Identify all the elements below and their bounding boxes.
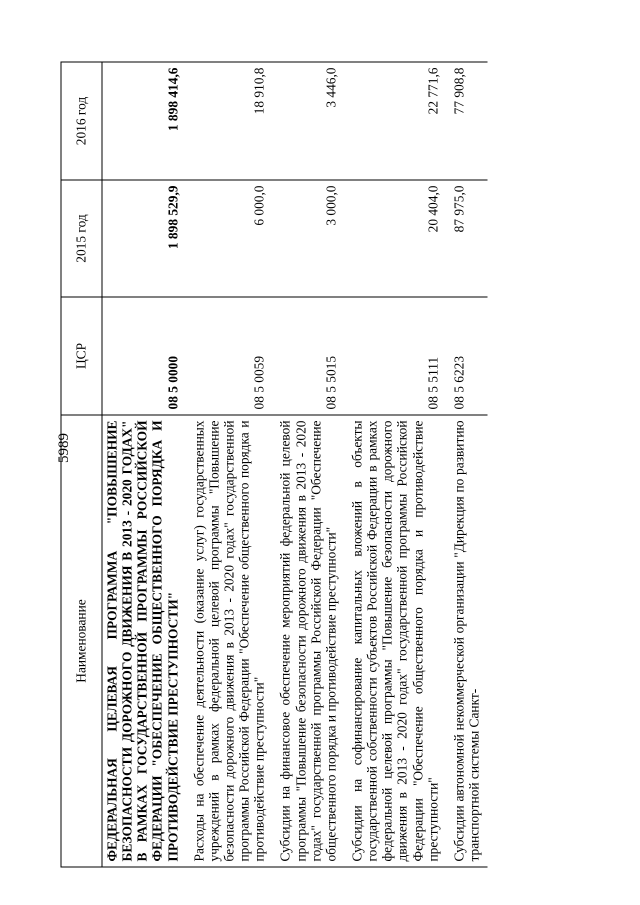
- table-row: [340, 62, 442, 867]
- row-name: ФЕДЕРАЛЬНАЯ ЦЕЛЕВАЯ ПРОГРАММА "ПОВЫШЕНИЕ БЕЗОПАСНОСТИ ДОРОЖНОГО ДВИЖЕНИЯ В 2013 - 2020 ГОДАХ" В РАМКАХ ГОСУДАРСТВЕННОЙ ПРОГРАММЫ РОССИЙСКОЙ ФЕДЕРАЦИИ "ОБЕСПЕЧЕНИЕ ОБЩЕСТВЕННОГО ПОРЯДКА И ПРОТИВОДЕЙСТВИЕ ПРЕСТУПНОСТИ": [102, 415, 182, 867]
- row-2016: 3 446,0: [269, 62, 341, 180]
- row-2016: 1 898 414,6: [102, 62, 182, 180]
- row-2015: 3 000,0: [269, 180, 341, 297]
- row-2016: 18 910,8: [182, 62, 269, 180]
- table-row: [102, 62, 182, 867]
- header-csr: ЦСР: [61, 297, 102, 415]
- header-name: Наименование: [61, 415, 102, 867]
- row-2015: 20 404,0: [340, 180, 442, 297]
- row-name: Субсидии автономной некоммерческой организации "Дирекция по развитию транспортной системы Санкт-: [442, 415, 487, 867]
- row-name: Субсидии на финансовое обеспечение мероприятий федеральной целевой программы "Повышение безопасности дорожного движения в 2013 - 2020 годах" государственной программы Российской Федерации "Обеспечение общественного порядка и противодействие преступности": [269, 415, 341, 867]
- row-csr: 08 5 5111: [340, 297, 442, 415]
- row-csr: 08 5 5015: [269, 297, 341, 415]
- row-2015: 6 000,0: [182, 180, 269, 297]
- page-number: 5989: [56, 433, 72, 463]
- row-2016: 22 771,6: [340, 62, 442, 180]
- row-2015: 87 975,0: [442, 180, 487, 297]
- row-csr: 08 5 0059: [182, 297, 269, 415]
- header-2016: 2016 год: [61, 62, 102, 180]
- table-row: [269, 62, 341, 867]
- row-2016: 77 908,8: [442, 62, 487, 180]
- row-name: Расходы на обеспечение деятельности (оказание услуг) государственных учреждений в рамках федеральной целевой программы "Повышение безопасности дорожного движения в 2013 - 2020 годах" государственной программы Российской Федерации "Обеспечение общественного порядка и противодействие преступности": [182, 415, 269, 867]
- table-header-row: [61, 62, 102, 867]
- row-csr: 08 5 0000: [102, 297, 182, 415]
- row-2015: 1 898 529,9: [102, 180, 182, 297]
- row-csr: 08 5 6223: [442, 297, 487, 415]
- header-2015: 2015 год: [61, 180, 102, 297]
- rotated-table-sheet: [61, 63, 581, 868]
- table-row: [442, 62, 487, 867]
- table-row: [182, 62, 269, 867]
- budget-table: [61, 62, 488, 868]
- row-name: Субсидии на софинансирование капитальных вложений в объекты государственной собственности субъектов Российской Федерации в рамках федеральной целевой программы "Повышение безопасности дорожного движения в 2013 - 2020 годах" государственной программы Российской Федерации "Обеспечение общественного порядка и противодействие преступности": [340, 415, 442, 867]
